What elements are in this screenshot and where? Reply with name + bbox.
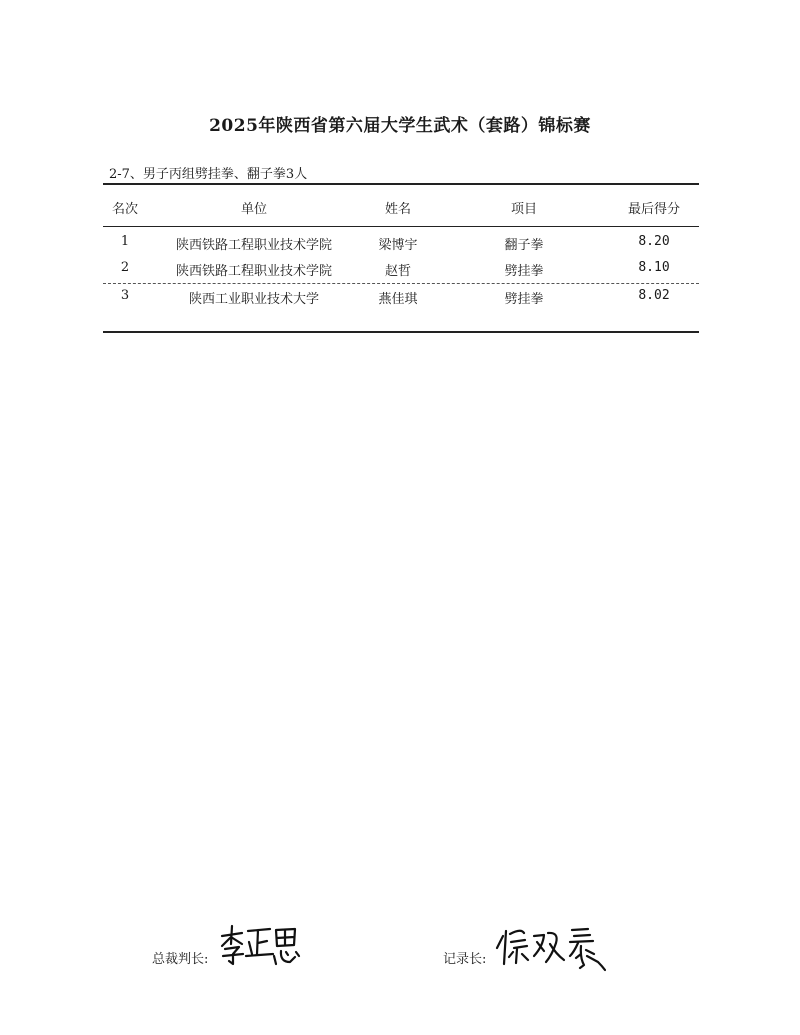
chief-referee-label: 总裁判长: — [152, 952, 209, 967]
cell-unit: 陕西铁路工程职业技术学院 — [175, 238, 332, 253]
cell-name: 梁博宇 — [378, 238, 418, 253]
header-event: 项目 — [510, 202, 537, 217]
cell-score: 8.10 — [638, 260, 670, 275]
recorder-signature — [494, 924, 606, 972]
header-name: 姓名 — [384, 202, 411, 217]
chief-referee-signature — [218, 922, 302, 966]
cell-event: 劈挂拳 — [504, 292, 544, 307]
cell-name: 赵哲 — [384, 264, 411, 279]
table-top-rule — [103, 183, 699, 185]
cell-rank: 3 — [120, 288, 130, 303]
cell-rank: 1 — [120, 234, 130, 249]
event-line: 2-7、男子丙组劈挂拳、翻子拳3人 — [109, 167, 308, 182]
cell-score: 8.02 — [638, 288, 670, 303]
document-title: 2025年陕西省第六届大学生武术（套路）锦标赛 — [209, 116, 591, 136]
header-rule — [103, 226, 699, 227]
table-bottom-rule — [103, 331, 699, 333]
cell-unit: 陕西工业职业技术大学 — [188, 292, 319, 307]
cell-unit: 陕西铁路工程职业技术学院 — [175, 264, 332, 279]
cell-score: 8.20 — [638, 234, 670, 249]
cell-name: 燕佳琪 — [378, 292, 418, 307]
cell-event: 劈挂拳 — [504, 264, 544, 279]
cell-rank: 2 — [120, 260, 130, 275]
header-rank: 名次 — [111, 202, 138, 217]
recorder-label: 记录长: — [443, 952, 487, 967]
cell-event: 翻子拳 — [504, 238, 544, 253]
header-unit: 单位 — [240, 202, 267, 217]
dashed-divider — [103, 283, 699, 284]
header-final-score: 最后得分 — [627, 202, 680, 217]
